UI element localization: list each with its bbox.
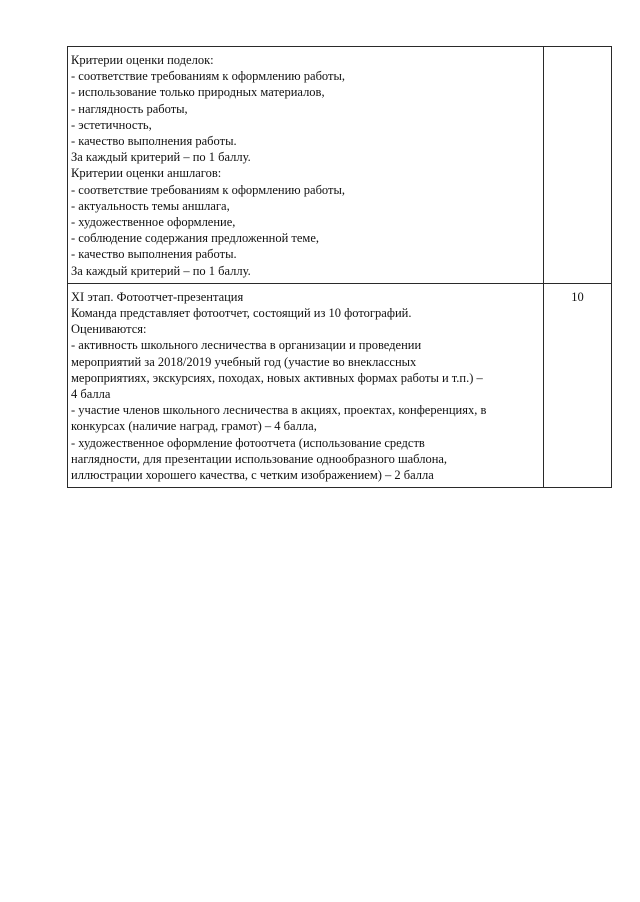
text-line: - наглядность работы, xyxy=(71,101,188,116)
text-line: наглядности, для презентации использование однообразного шаблона, xyxy=(71,451,448,466)
text-line: - качество выполнения работы. xyxy=(71,134,237,149)
criteria-table xyxy=(67,46,612,488)
text-line: конкурсах (наличие наград, грамот) – 4 балла, xyxy=(71,419,317,434)
criteria-cell xyxy=(68,47,544,284)
table-row xyxy=(68,283,612,487)
text-line: - художественное оформление, xyxy=(71,215,236,230)
score-value: 10 xyxy=(571,289,584,304)
text-line: - качество выполнения работы. xyxy=(71,247,237,262)
text-line: мероприятиях, экскурсиях, походах, новых активных формах работы и т.п.) – xyxy=(71,370,483,385)
text-line: - актуальность темы аншлага, xyxy=(71,198,230,213)
criteria-cell xyxy=(68,283,544,487)
criteria-text xyxy=(68,47,543,283)
table-row xyxy=(68,47,612,284)
text-line: - эстетичность, xyxy=(71,117,152,132)
text-line: иллюстрации хорошего качества, с четким изображением) – 2 балла xyxy=(71,468,434,483)
text-line: - соответствие требованиям к оформлению работы, xyxy=(71,182,345,197)
text-line: Команда представляет фотоотчет, состоящий из 10 фотографий. xyxy=(71,306,412,321)
text-line: - соблюдение содержания предложенной теме, xyxy=(71,231,319,246)
text-line: Критерии оценки аншлагов: xyxy=(71,166,222,181)
text-line: - использование только природных материалов, xyxy=(71,85,325,100)
score-value xyxy=(544,47,611,52)
text-line: - художественное оформление фотоотчета (использование средств xyxy=(71,435,425,450)
criteria-text xyxy=(68,284,543,487)
text-line: За каждый критерий – по 1 баллу. xyxy=(71,263,251,278)
text-line: - участие членов школьного лесничества в акциях, проектах, конференциях, в xyxy=(71,403,487,418)
text-line: Оцениваются: xyxy=(71,322,147,337)
text-line: - соответствие требованиям к оформлению работы, xyxy=(71,69,345,84)
stage-title: XI этап. Фотоотчет-презентация xyxy=(71,289,244,304)
score-cell xyxy=(544,47,612,284)
text-line: 4 балла xyxy=(71,387,111,402)
text-line: За каждый критерий – по 1 баллу. xyxy=(71,150,251,165)
score-cell xyxy=(544,283,612,487)
text-line: Критерии оценки поделок: xyxy=(71,53,214,67)
text-line: мероприятий за 2018/2019 учебный год (участие во внеклассных xyxy=(71,354,417,369)
text-line: - активность школьного лесничества в организации и проведении xyxy=(71,338,422,353)
